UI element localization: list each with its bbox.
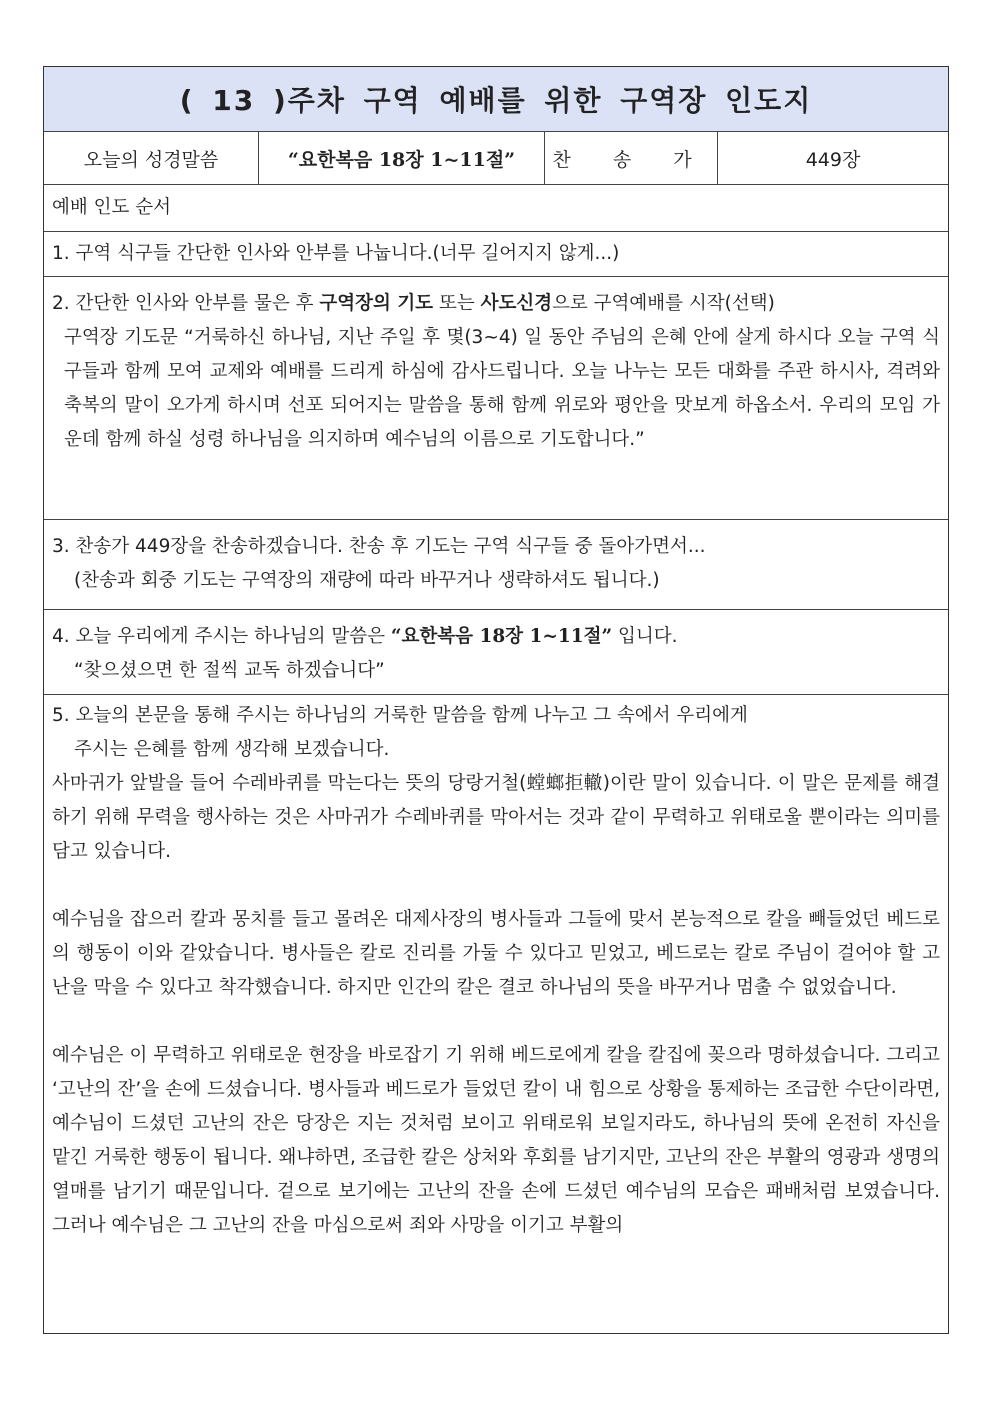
step-3-line-2: (찬송과 회중 기도는 구역장의 재량에 따라 바꾸거나 생략하셔도 됩니다.) [74,570,660,591]
step-5-line-2: 주시는 은혜를 함께 생각해 보겠습니다. [74,739,390,760]
step-2-prefix: 2. 간단한 인사와 안부를 물은 후 [52,293,320,314]
step-5-paragraph-3: 예수님은 이 무력하고 위태로운 현장을 바로잡기 기 위해 베드로에게 칼을 칼집에 꽂으라 명하셨습니다. 그리고 ‘고난의 잔’을 손에 드셨습니다. 병사들과 베드로가 들었던 칼이 내 힘으로 상황을 통제하는 조급한 수단이라면, 예수님이 드셨던 고난의 잔은 당장은 지는 것처럼 보이고 위태로워 보일지라도, 하나님의 뜻에 온전히 자신을 맡긴 거룩한 행동이 됩니다. 왜냐하면, 조급한 칼은 상처와 후회를 남기지만, 고난의 잔은 부활의 영광과 생명의 열매를 남기기 때문입니다. 겉으로 보기에는 고난의 잔을 손에 드셨던 예수님의 모습은 패배처럼 보였습니다. 그러나 예수님은 그 고난의 잔을 마심으로써 죄와 사망을 이기고 부활의 [52,1045,940,1236]
step-4-suffix: 입니다. [612,626,678,647]
paragraph-gap [52,869,940,903]
step-2 [44,277,948,520]
guide-sheet [43,66,949,1334]
scripture-value: “요한복음 18장 1~11절” [259,132,545,184]
step-4-prefix: 4. 오늘 우리에게 주시는 하나님의 말씀은 [52,626,391,647]
step-4 [44,610,948,695]
step-2-prayer: 구역장 기도문 “거룩하신 하나님, 지난 주일 후 몇(3~4) 일 동안 주님의 은혜 안에 살게 하시다 오늘 구역 식구들과 함께 모여 교제와 예배를 드리게 하심에 감사드립니다. 오늘 나누는 모든 대화를 주관 하시사, 격려와 축복의 말이 오가게 하시며 선포 되어지는 말씀을 통해 함께 위로와 평안을 맛보게 하옵소서. 우리의 모임 가운데 함께 하실 성령 하나님을 의지하며 예수님의 이름으로 기도합니다.” [64,327,940,450]
step-4-scripture: “요한복음 18장 1~11절” [390,626,613,647]
step-5-paragraph-1: 사마귀가 앞발을 들어 수레바퀴를 막는다는 뜻의 당랑거철(螳螂拒轍)이란 말이 있습니다. 이 말은 문제를 해결하기 위해 무력을 행사하는 것은 사마귀가 수레바퀴를 막아서는 것과 같이 무력하고 위태로울 뿐이라는 의미를 담고 있습니다. [52,773,940,862]
step-5-paragraph-2: 예수님을 잡으러 칼과 몽치를 들고 몰려온 대제사장의 병사들과 그들에 맞서 본능적으로 칼을 빼들었던 베드로의 행동이 이와 같았습니다. 병사들은 칼로 진리를 가둘 수 있다고 믿었고, 베드로는 칼로 주님이 걸어야 할 고난을 막을 수 있다고 착각했습니다. 하지만 인간의 칼은 결코 하나님의 뜻을 바꾸거나 멈출 수 없었습니다. [52,909,940,998]
hymn-value: 449장 [805,148,861,171]
step-2-suffix: 으로 구역예배를 시작(선택) [552,293,775,314]
step-2-keyword-creed: 사도신경 [480,293,553,314]
step-5-line-1: 5. 오늘의 본문을 통해 주시는 하나님의 거룩한 말씀을 함께 나누고 그 속에서 우리에게 [52,705,748,726]
step-4-line-2: “찾으셨으면 한 절씩 교독 하겠습니다” [74,660,385,681]
order-heading: 예배 인도 순서 [44,185,948,232]
step-1: 1. 구역 식구들 간단한 인사와 안부를 나눕니다.(너무 길어지지 않게...) [44,232,948,277]
step-3 [44,520,948,610]
step-2-instruction [52,287,940,321]
info-row [44,132,948,185]
paragraph-gap [52,1005,940,1039]
step-5 [44,695,948,1243]
scripture-label: 오늘의 성경말씀 [44,132,259,184]
hymn-label: 찬 송 가 [545,132,718,184]
step-4-line-1 [52,620,940,654]
page-title: ( 13 )주차 구역 예배를 위한 구역장 인도지 [44,67,948,132]
step-3-line-1: 3. 찬송가 449장을 찬송하겠습니다. 찬송 후 기도는 구역 식구들 중 돌아가면서... [52,536,706,557]
step-2-mid: 또는 [433,293,481,314]
step-2-keyword-prayer: 구역장의 기도 [319,293,434,314]
